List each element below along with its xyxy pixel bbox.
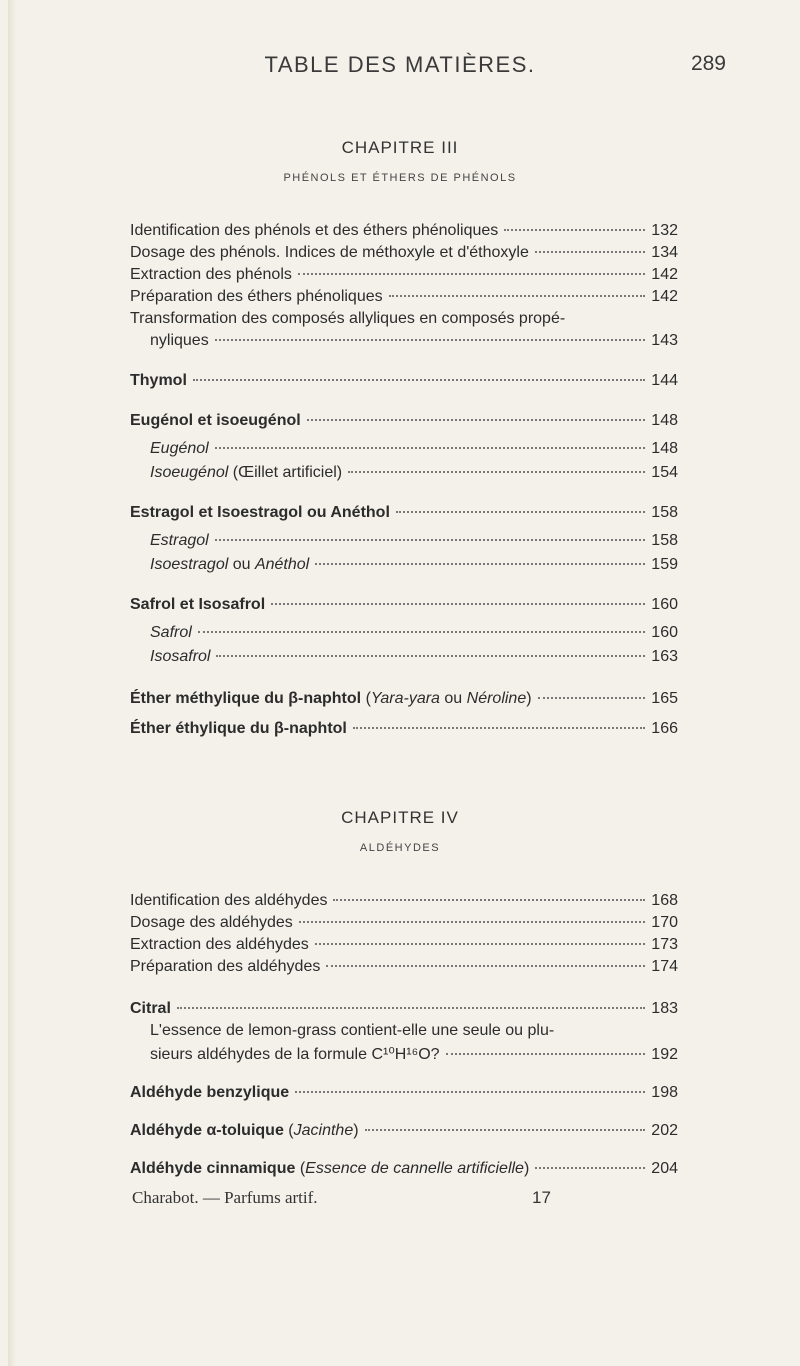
toc-entry-bold: Eugénol et isoeugénol 148 (130, 412, 678, 429)
toc-entry-continued: nyliques 143 (150, 332, 678, 349)
toc-entry: Identification des aldéhydes 168 (130, 892, 678, 909)
toc-entry-line: L'essence de lemon-grass contient-elle une seule ou plu- (150, 1022, 555, 1039)
toc-entry-bold: Citral 183 (130, 1000, 678, 1017)
chapter-title: CHAPITRE III (341, 138, 459, 157)
toc-subentry: sieurs aldéhydes de la formule C¹⁰H¹⁶O? 192 (150, 1046, 678, 1063)
toc-entry: Préparation des éthers phénoliques 142 (130, 288, 678, 305)
toc-subentry: Estragol 158 (150, 532, 678, 549)
toc-entry-bold: Éther éthylique du β-naphtol 166 (130, 720, 678, 737)
toc-entry-bold: Éther méthylique du β-naphtol (Yara-yara ou Néroline) 165 (130, 690, 678, 707)
toc-entry-bold: Thymol 144 (130, 372, 678, 389)
chapter-subtitle: PHÉNOLS ET ÉTHERS DE PHÉNOLS (283, 172, 517, 184)
chapter-title: CHAPITRE IV (341, 808, 459, 827)
toc-subentry: Isoestragol ou Anéthol 159 (150, 556, 678, 573)
toc-entry: Dosage des aldéhydes 170 (130, 914, 678, 931)
toc-entry: Extraction des aldéhydes 173 (130, 936, 678, 953)
toc-entry-bold: Safrol et Isosafrol 160 (130, 596, 678, 613)
toc-entry: Identification des phénols et des éthers phénoliques 132 (130, 222, 678, 239)
chapter-subtitle: ALDÉHYDES (359, 842, 441, 854)
running-title: TABLE DES MATIÈRES. (264, 52, 536, 77)
toc-subentry: Isoeugénol (Œillet artificiel) 154 (150, 464, 678, 481)
toc-subentry: Safrol 160 (150, 624, 678, 641)
toc-entry-bold: Aldéhyde cinnamique (Essence de cannelle artificielle) 204 (130, 1160, 678, 1177)
page-number: 289 (690, 52, 726, 75)
toc-entry-bold: Aldéhyde benzylique 198 (130, 1084, 678, 1101)
toc-subentry: Isosafrol 163 (150, 648, 678, 665)
running-header (0, 52, 800, 82)
page-edge-shadow (8, 0, 16, 1366)
toc-entry-line: Transformation des composés allyliques en composés propé- (130, 310, 566, 327)
chapter-3-heading (0, 138, 800, 184)
signature-mark: 17 (532, 1188, 551, 1207)
toc-subentry: Eugénol 148 (150, 440, 678, 457)
page-footer (132, 1188, 652, 1208)
footer-author: Charabot. — Parfums artif. (132, 1188, 318, 1207)
toc-entry: Extraction des phénols 142 (130, 266, 678, 283)
chapter-4-heading (0, 808, 800, 854)
toc-entry-bold: Aldéhyde α-toluique (Jacinthe) 202 (130, 1122, 678, 1139)
toc-entry-bold: Estragol et Isoestragol ou Anéthol 158 (130, 504, 678, 521)
toc-entry: Dosage des phénols. Indices de méthoxyle et d'éthoxyle 134 (130, 244, 678, 261)
toc-entry: Préparation des aldéhydes 174 (130, 958, 678, 975)
